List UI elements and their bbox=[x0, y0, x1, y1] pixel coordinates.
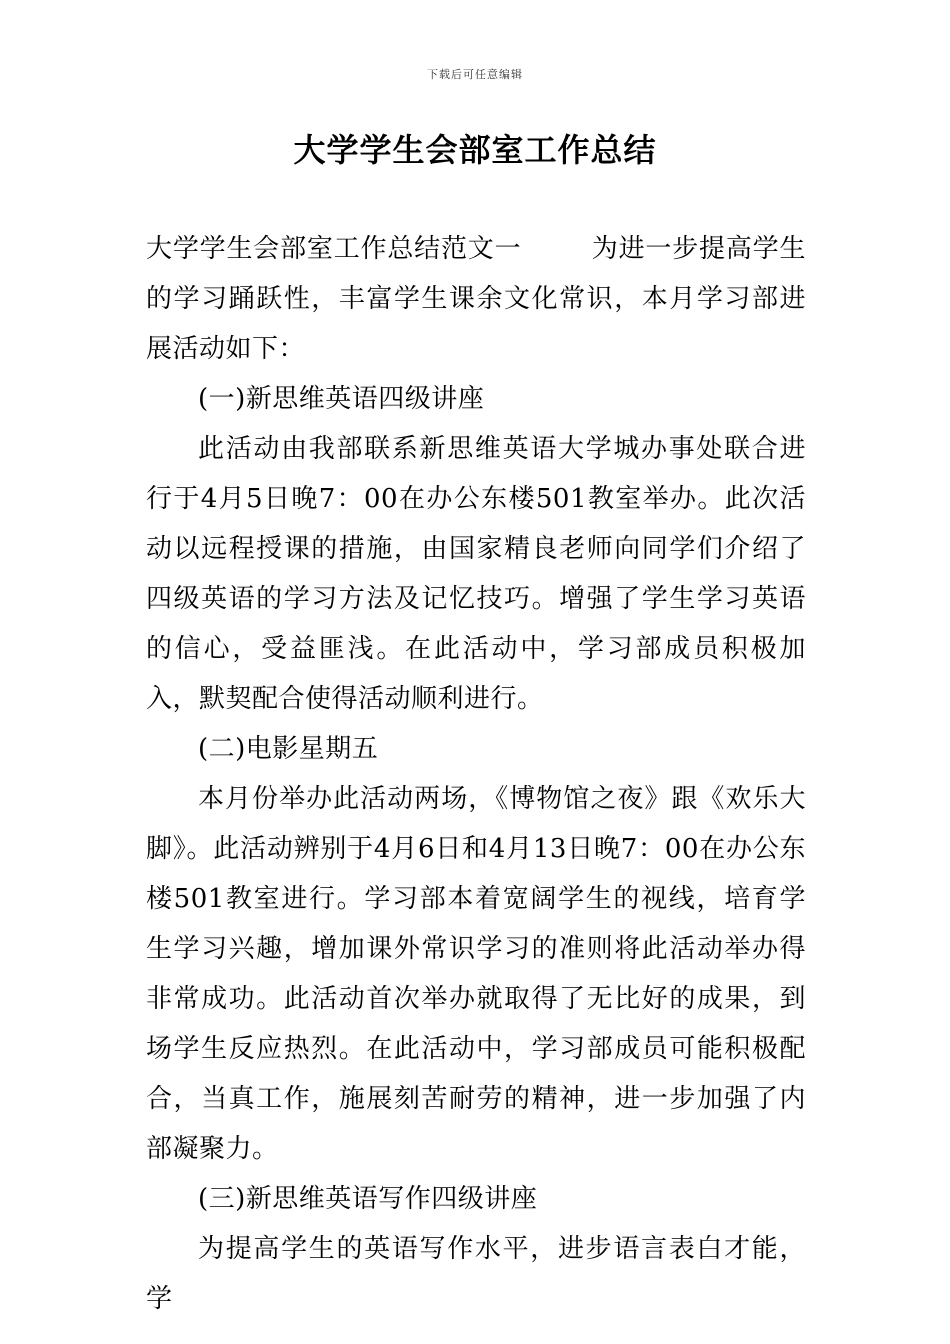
section-1-heading: (一)新思维英语四级讲座 bbox=[198, 384, 485, 414]
section-2-body: 本月份举办此活动两场，《博物馆之夜》跟《欢乐大脚》。此活动辨别于4月6日和4月13日晚7：00在办公东楼501教室进行。学习部本着宽阔学生的视线，培育学生学习兴趣，增加课外常识学习的准则将此活动举办得非常成功。此活动首次举办就取得了无比好的成果，到场学生反应热烈。在此活动中，学习部成员可能积极配合，当真工作，施展刻苦耐劳的精神，进一步加强了内部凝聚力。 bbox=[146, 784, 806, 1164]
section-3-body: 为提高学生的英语写作水平，进步语言表白才能，学 bbox=[146, 1234, 806, 1314]
section-3-heading: (三)新思维英语写作四级讲座 bbox=[198, 1184, 538, 1214]
header-note: 下载后可任意编辑 bbox=[427, 68, 523, 81]
document-title: 大学学生会部室工作总结 bbox=[293, 131, 657, 169]
intro-text: 为进一步提高学生的学习踊跃性，丰富学生课余文化常识，本月学习部进展活动如下： bbox=[146, 234, 806, 364]
intro-paragraph bbox=[146, 224, 806, 374]
section-1-body: 此活动由我部联系新思维英语大学城办事处联合进行于4月5日晚7：00在办公东楼501教室举办。此次活动以远程授课的措施，由国家精良老师向同学们介绍了四级英语的学习方法及记忆技巧。增强了学生学习英语的信心，受益匪浅。在此活动中，学习部成员积极加入，默契配合使得活动顺利进行。 bbox=[146, 434, 806, 714]
intro-lead: 大学学生会部室工作总结范文一 bbox=[146, 234, 522, 264]
document-body bbox=[146, 224, 806, 1324]
section-2-heading: (二)电影星期五 bbox=[198, 734, 379, 764]
